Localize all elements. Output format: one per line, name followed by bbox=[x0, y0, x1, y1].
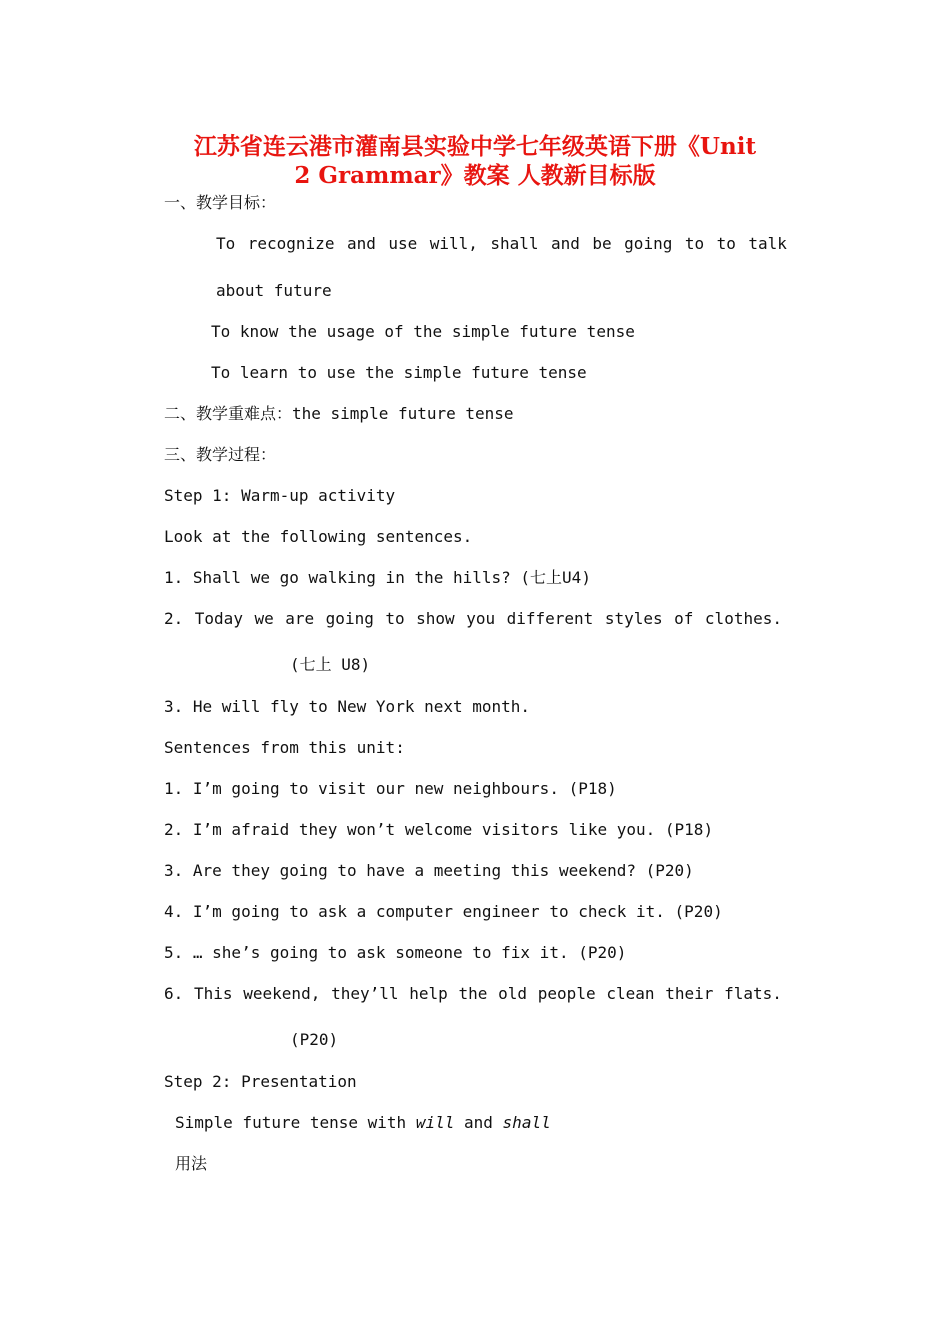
word: 2. bbox=[164, 609, 184, 628]
word: 6. bbox=[164, 984, 184, 1003]
word: flats. bbox=[724, 984, 782, 1003]
word: going bbox=[624, 234, 673, 253]
usage-heading: 用法 bbox=[175, 1154, 208, 1173]
word: are bbox=[285, 609, 315, 628]
step-2-heading: Step 2: Presentation bbox=[164, 1072, 357, 1091]
word: and bbox=[346, 234, 376, 253]
step-1-heading: Step 1: Warm-up activity bbox=[164, 486, 396, 505]
look-instruction: Look at the following sentences. bbox=[164, 527, 473, 546]
section-heading-key-points: 二、教学重难点：the simple future tense bbox=[164, 404, 514, 423]
word-will: will bbox=[415, 1113, 455, 1132]
goal-3: To learn to use the simple future tense bbox=[211, 363, 587, 382]
word-shall: shall bbox=[502, 1113, 551, 1132]
word: This bbox=[194, 984, 233, 1003]
word: recognize bbox=[247, 234, 335, 253]
word: the bbox=[458, 984, 488, 1003]
example-sentence-2 bbox=[164, 608, 782, 630]
word: to bbox=[385, 609, 405, 628]
word: will, bbox=[429, 234, 478, 253]
word: use bbox=[388, 234, 418, 253]
word: be bbox=[592, 234, 612, 253]
word: different bbox=[506, 609, 594, 628]
word: of bbox=[674, 609, 694, 628]
unit-sentence-6-continuation: (P20) bbox=[290, 1030, 339, 1049]
unit-sentence-5: 5. … she’s going to ask someone to fix it. (P20) bbox=[164, 943, 627, 962]
word: clothes. bbox=[704, 609, 782, 628]
word: you bbox=[466, 609, 496, 628]
word: talk bbox=[748, 234, 787, 253]
presentation-line bbox=[175, 1112, 551, 1134]
word: they’ll bbox=[331, 984, 399, 1003]
unit-sentences-heading: Sentences from this unit: bbox=[164, 738, 405, 757]
word: going bbox=[325, 609, 374, 628]
unit-sentence-6 bbox=[164, 983, 782, 1005]
word: show bbox=[416, 609, 455, 628]
word: old bbox=[498, 984, 528, 1003]
example-sentence-2-continuation: (七上 U8) bbox=[290, 655, 371, 674]
word: we bbox=[254, 609, 274, 628]
word: to bbox=[716, 234, 736, 253]
word: styles bbox=[604, 609, 663, 628]
unit-sentence-2: 2. I’m afraid they won’t welcome visitors like you. (P18) bbox=[164, 820, 714, 839]
word: clean bbox=[606, 984, 655, 1003]
goal-2: To know the usage of the simple future tense bbox=[211, 322, 635, 341]
example-sentence-1: 1. Shall we go walking in the hills? (七上U4) bbox=[164, 568, 591, 587]
word: shall bbox=[490, 234, 539, 253]
word-and: and bbox=[464, 1113, 493, 1132]
goal-1 bbox=[216, 233, 787, 255]
section-heading-goals: 一、教学目标： bbox=[164, 193, 277, 212]
word: their bbox=[665, 984, 714, 1003]
word: To bbox=[216, 234, 236, 253]
presentation-prefix: Simple future tense with bbox=[175, 1113, 407, 1132]
word: people bbox=[537, 984, 596, 1003]
unit-sentence-3: 3. Are they going to have a meeting this weekend? (P20) bbox=[164, 861, 694, 880]
word: Today bbox=[194, 609, 243, 628]
doc-title-line1: 江苏省连云港市灌南县实验中学七年级英语下册《Unit bbox=[193, 133, 757, 160]
unit-sentence-1: 1. I’m going to visit our new neighbours. (P18) bbox=[164, 779, 617, 798]
word: weekend, bbox=[243, 984, 321, 1003]
doc-title-line2: 2 Grammar》教案 人教新目标版 bbox=[294, 162, 656, 189]
word: to bbox=[684, 234, 705, 253]
example-sentence-3: 3. He will fly to New York next month. bbox=[164, 697, 531, 716]
section-heading-process: 三、教学过程： bbox=[164, 445, 277, 464]
unit-sentence-4: 4. I’m going to ask a computer engineer to check it. (P20) bbox=[164, 902, 723, 921]
goal-1-continuation: about future bbox=[216, 281, 332, 300]
word: and bbox=[551, 234, 580, 253]
word: help bbox=[409, 984, 448, 1003]
